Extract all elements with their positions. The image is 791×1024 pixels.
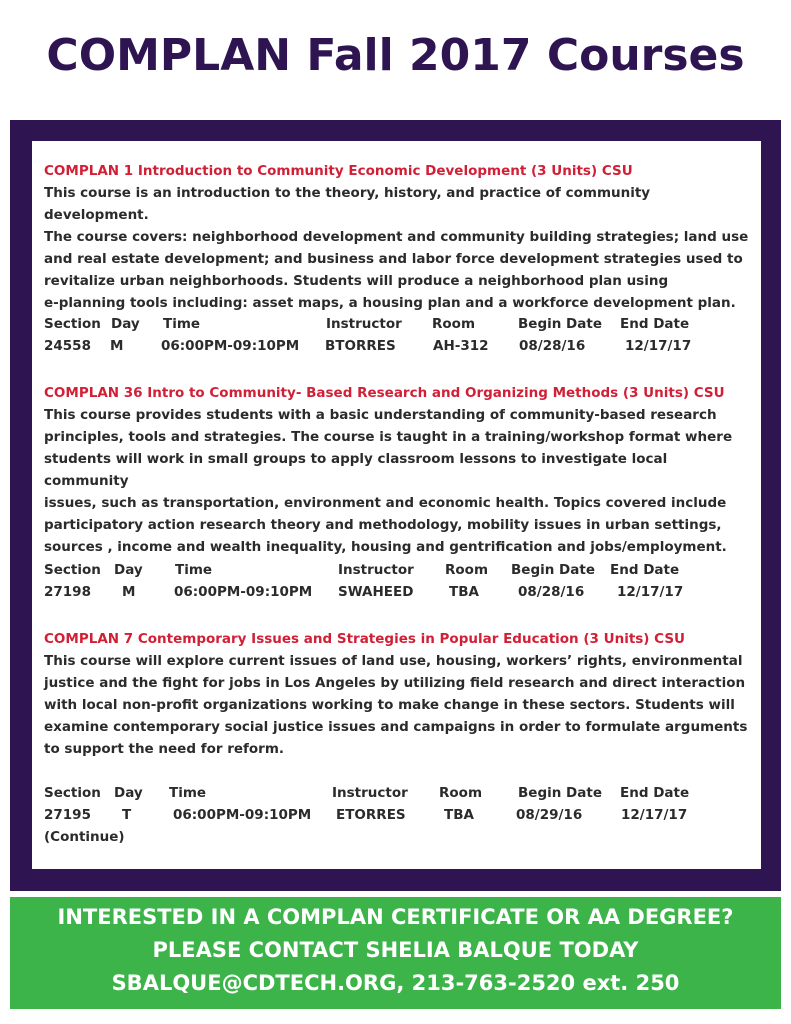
- course-description: [44, 650, 754, 760]
- section-value: 27195: [44, 807, 91, 823]
- room-value: AH-312: [433, 338, 489, 354]
- desc-line: justice and the fight for jobs in Los Angeles by utilizing field research and direct interaction: [44, 675, 746, 691]
- col-begin: Begin Date: [518, 785, 602, 801]
- day-value: M: [122, 584, 136, 600]
- col-section: Section: [44, 562, 101, 578]
- col-end: End Date: [620, 316, 690, 332]
- col-room: Room: [439, 785, 483, 801]
- desc-line: e-planning tools including: asset maps, a housing plan and a workforce development plan.: [44, 295, 736, 311]
- contact-banner: [10, 897, 781, 1009]
- col-section: Section: [44, 785, 101, 801]
- desc-line: The course covers: neighborhood development and community building strategies; land use: [44, 229, 749, 245]
- banner-line-1: INTERESTED IN A COMPLAN CERTIFICATE OR AA DEGREE?: [57, 905, 734, 929]
- col-day: Day: [114, 562, 143, 578]
- desc-line: students will work in small groups to apply classroom lessons to investigate local community: [44, 451, 668, 489]
- desc-line: participatory action research theory and methodology, mobility issues in urban settings,: [44, 517, 722, 533]
- time-value: 06:00PM-09:10PM: [174, 584, 313, 600]
- course-2: [44, 382, 754, 558]
- schedule-row: [44, 338, 754, 360]
- col-begin: Begin Date: [518, 316, 602, 332]
- time-value: 06:00PM-09:10PM: [161, 338, 300, 354]
- instructor-value: BTORRES: [325, 338, 396, 354]
- col-time: Time: [175, 562, 213, 578]
- desc-line: revitalize urban neighborhoods. Students will produce a neighborhood plan using: [44, 273, 669, 289]
- course-title: COMPLAN 1 Introduction to Community Economic Development (3 Units) CSU: [44, 163, 633, 179]
- schedule-header-row: [44, 316, 754, 338]
- schedule-row: [44, 807, 754, 829]
- col-room: Room: [445, 562, 489, 578]
- col-instructor: Instructor: [326, 316, 402, 332]
- col-time: Time: [163, 316, 201, 332]
- end-value: 12/17/17: [625, 338, 692, 354]
- begin-value: 08/28/16: [519, 338, 586, 354]
- course-description: [44, 182, 754, 314]
- col-instructor: Instructor: [332, 785, 408, 801]
- col-day: Day: [114, 785, 143, 801]
- desc-line: This course provides students with a basic understanding of community-based research: [44, 407, 717, 423]
- banner-line-3[interactable]: SBALQUE@CDTECH.ORG, 213-763-2520 ext. 250: [111, 971, 680, 995]
- desc-line: and real estate development; and business and labor force development strategies used to: [44, 251, 743, 267]
- desc-line: principles, tools and strategies. The course is taught in a training/workshop format where: [44, 429, 733, 445]
- banner-line-2: PLEASE CONTACT SHELIA BALQUE TODAY: [152, 938, 639, 962]
- schedule-header-row: [44, 785, 754, 807]
- desc-line: This course will explore current issues of land use, housing, workers’ rights, environmental: [44, 653, 743, 669]
- time-value: 06:00PM-09:10PM: [173, 807, 312, 823]
- desc-line: This course is an introduction to the theory, history, and practice of community development.: [44, 185, 651, 223]
- desc-line: sources , income and wealth inequality, housing and gentrification and jobs/employment.: [44, 539, 727, 555]
- continue-note: (Continue): [44, 829, 125, 845]
- col-room: Room: [432, 316, 476, 332]
- page-title: COMPLAN Fall 2017 Courses: [46, 30, 745, 81]
- col-end: End Date: [620, 785, 690, 801]
- instructor-value: ETORRES: [336, 807, 406, 823]
- section-value: 24558: [44, 338, 91, 354]
- col-begin: Begin Date: [511, 562, 595, 578]
- begin-value: 08/28/16: [518, 584, 585, 600]
- course-title: COMPLAN 36 Intro to Community- Based Research and Organizing Methods (3 Units) CSU: [44, 385, 725, 401]
- course-description: [44, 404, 754, 558]
- col-instructor: Instructor: [338, 562, 414, 578]
- course-3: [44, 628, 754, 760]
- end-value: 12/17/17: [621, 807, 688, 823]
- desc-line: with local non-profit organizations working to make change in these sectors. Students will: [44, 697, 735, 713]
- desc-line: issues, such as transportation, environment and economic health. Topics covered include: [44, 495, 727, 511]
- desc-line: to support the need for reform.: [44, 741, 285, 757]
- col-end: End Date: [610, 562, 680, 578]
- schedule-row: [44, 584, 754, 606]
- day-value: T: [122, 807, 132, 823]
- room-value: TBA: [449, 584, 479, 600]
- col-day: Day: [111, 316, 140, 332]
- course-1: [44, 160, 754, 314]
- begin-value: 08/29/16: [516, 807, 583, 823]
- end-value: 12/17/17: [617, 584, 684, 600]
- course-title: COMPLAN 7 Contemporary Issues and Strategies in Popular Education (3 Units) CSU: [44, 631, 686, 647]
- instructor-value: SWAHEED: [338, 584, 414, 600]
- day-value: M: [110, 338, 124, 354]
- desc-line: examine contemporary social justice issues and campaigns in order to formulate arguments: [44, 719, 748, 735]
- col-time: Time: [169, 785, 207, 801]
- col-section: Section: [44, 316, 101, 332]
- room-value: TBA: [444, 807, 474, 823]
- section-value: 27198: [44, 584, 91, 600]
- schedule-header-row: [44, 562, 754, 584]
